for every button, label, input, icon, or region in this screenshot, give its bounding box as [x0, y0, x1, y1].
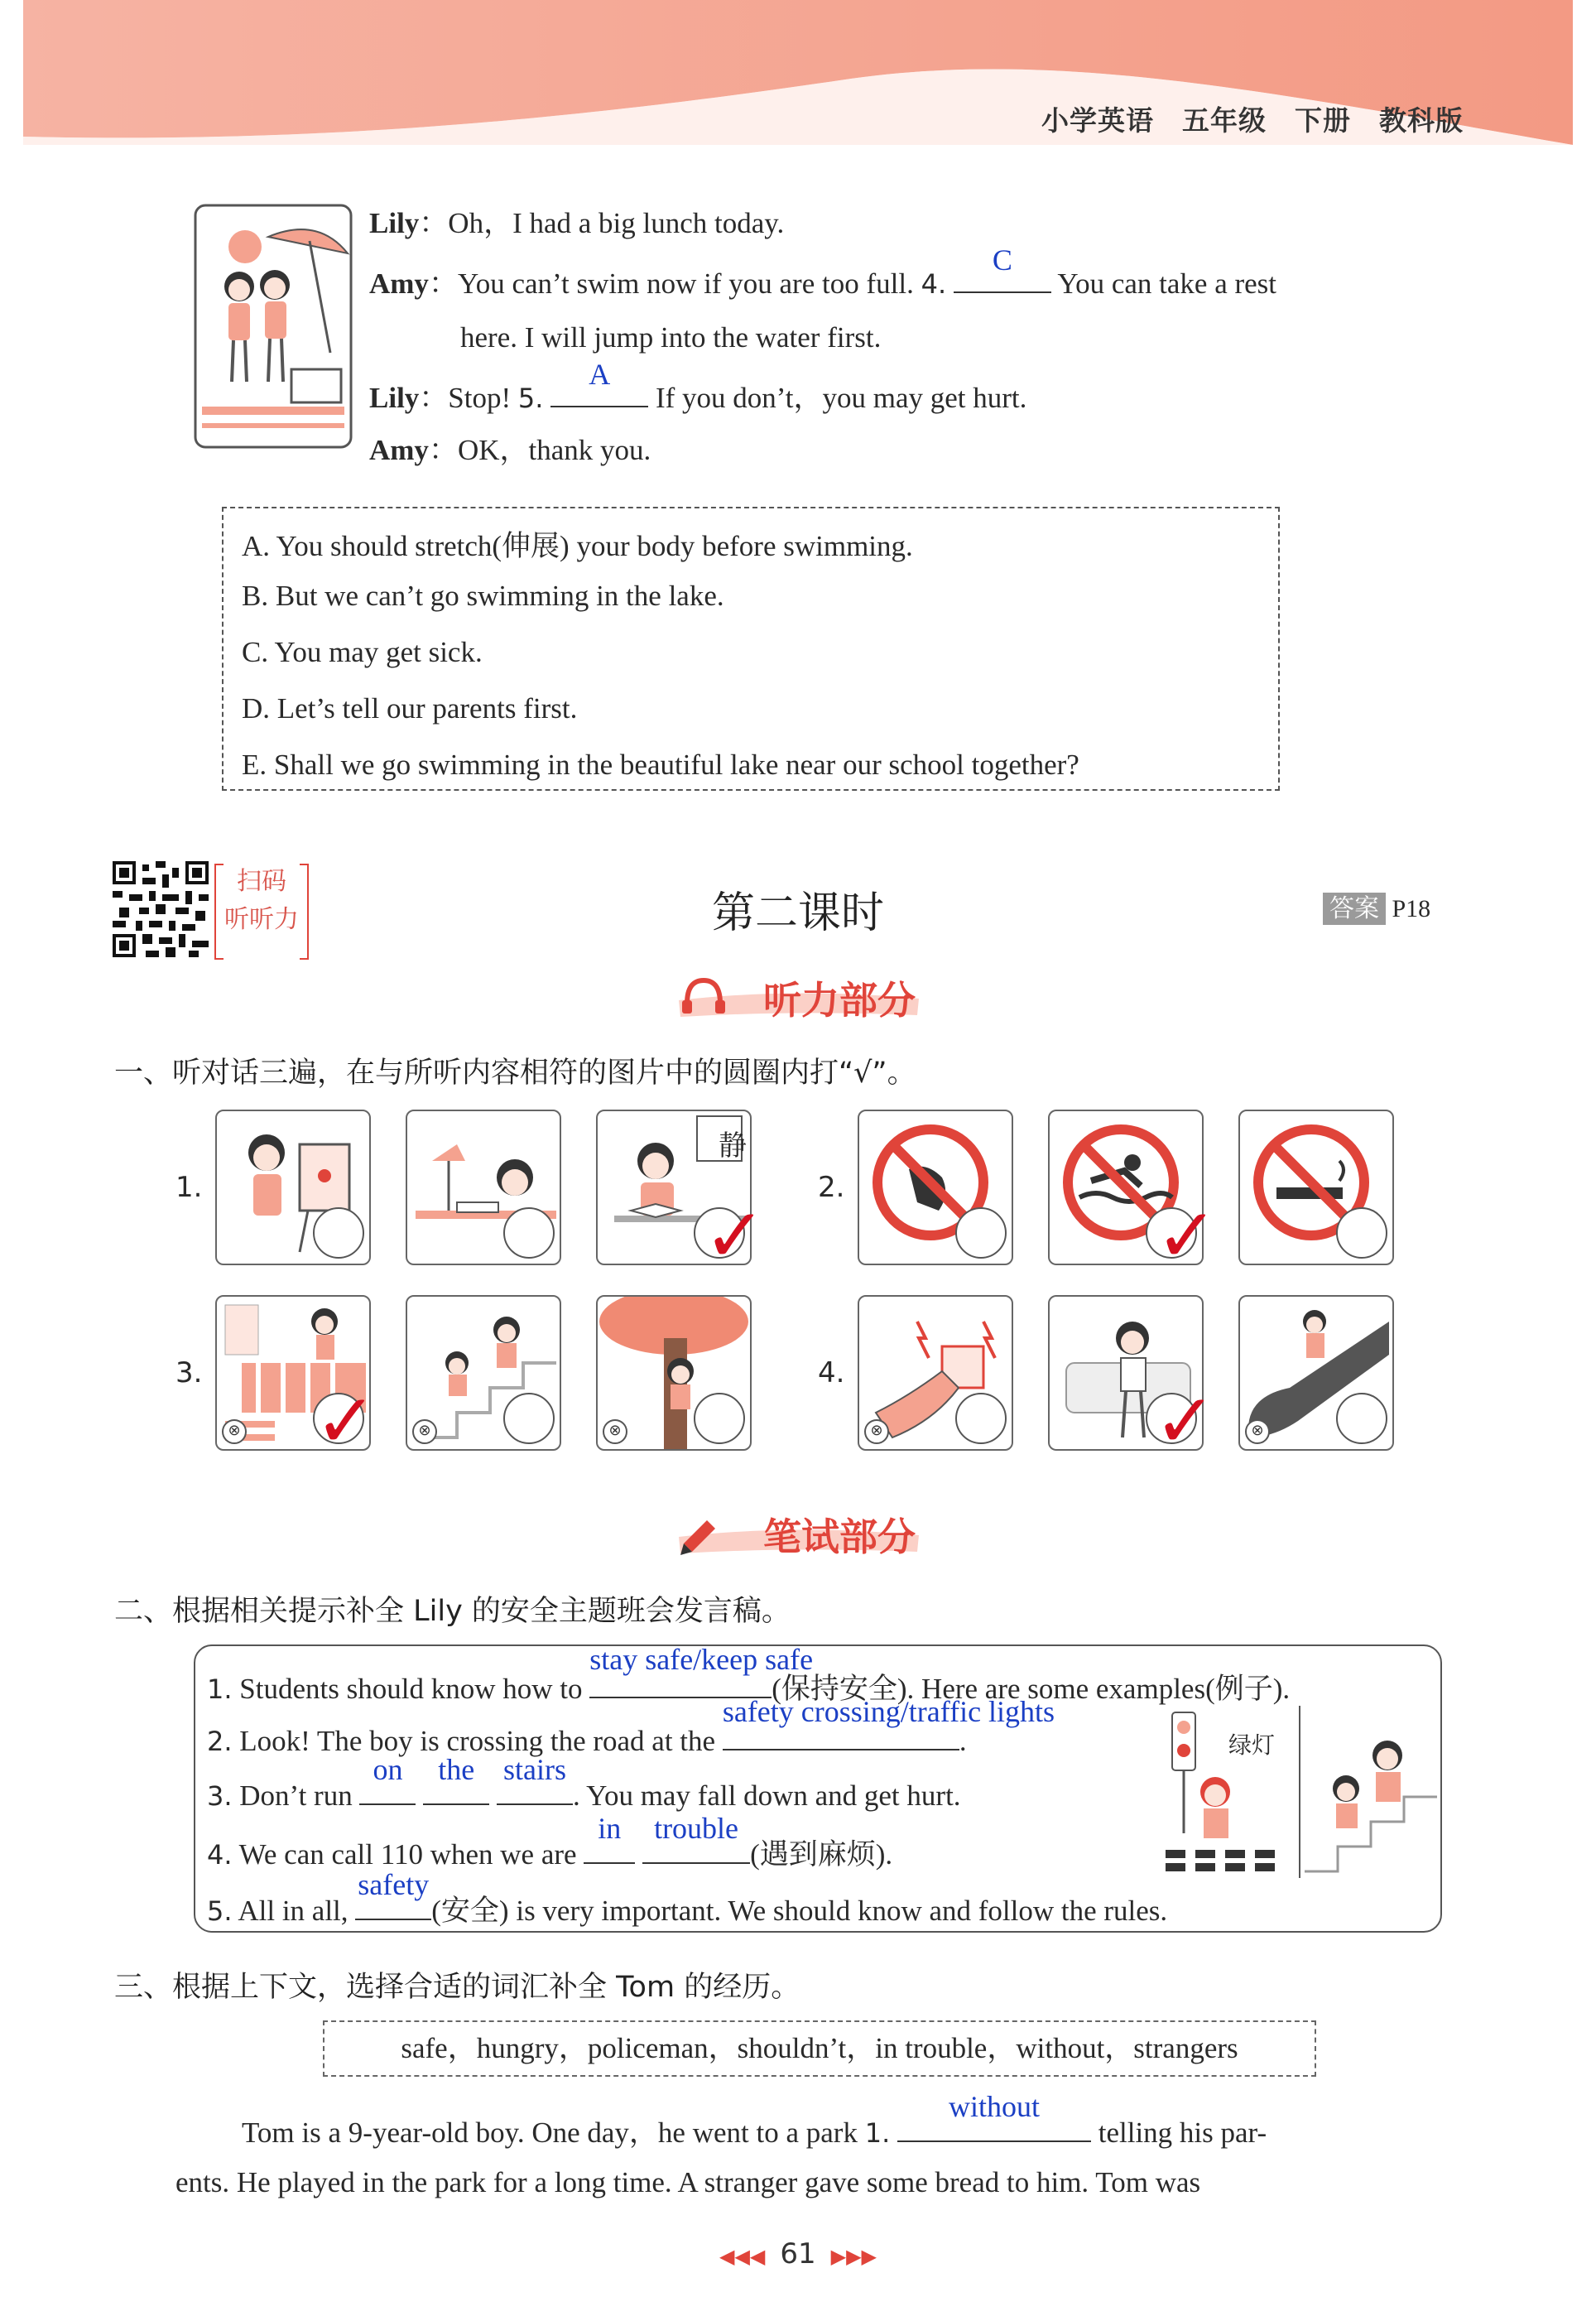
header-volume: 下册 [1295, 104, 1351, 137]
answer-text: A [589, 358, 611, 391]
quiet-sign-text: 静 [719, 1129, 747, 1163]
header-grade: 五年级 [1182, 104, 1267, 137]
q1-number-1: 1. [175, 1171, 203, 1204]
picture-girl-painting [215, 1110, 371, 1265]
picture-hand-on-socket [858, 1295, 1013, 1451]
answer-text: safety [358, 1868, 430, 1901]
option-d: D. Let’s tell our parents first. [242, 692, 578, 725]
picture-no-touching-sign [858, 1110, 1013, 1265]
sentence-number: 2. [207, 1726, 233, 1757]
answer-text: stay safe/keep safe [589, 1643, 814, 1676]
answer-text: stairs [502, 1753, 566, 1786]
page-number-text: 61 [780, 2237, 816, 2270]
cross-circle[interactable]: ⊗ [864, 1419, 889, 1444]
answer-tag: 答案 [1323, 893, 1386, 925]
speaker-lily: Lily [369, 207, 420, 239]
answer-circle[interactable] [503, 1393, 555, 1444]
answer-circle[interactable] [694, 1393, 745, 1444]
dialogue-text: If you don’t，you may get hurt. [648, 382, 1027, 414]
q3-paragraph-line-2: ents. He played in the park for a long time. A stranger gave some bread to him. Tom was [175, 2166, 1201, 2198]
answer-blank[interactable] [359, 1753, 416, 1805]
sentence-text: Look! The boy is crossing the road at the [232, 1725, 723, 1757]
picture-no-smoking-sign [1238, 1110, 1394, 1265]
answer-text: safety crossing/traffic lights [722, 1695, 1055, 1728]
answer-blank[interactable] [423, 1753, 489, 1805]
swimming-girls-illustration [194, 204, 353, 449]
q1-number-4: 4. [818, 1356, 845, 1389]
cross-circle[interactable]: ⊗ [412, 1419, 437, 1444]
sentence-text: Students should know how to [232, 1673, 590, 1705]
answer-blank-5[interactable] [550, 358, 648, 407]
blank-number: 5. [517, 383, 544, 414]
scan-label-line1: 扫码 [237, 867, 286, 896]
q1-number-2: 2. [818, 1171, 845, 1204]
scan-label-line2: 听听力 [224, 905, 299, 934]
q3-paragraph-line-1 [242, 2090, 1267, 2151]
q2-sentence-4 [207, 1812, 893, 1873]
speaker-lily: Lily [369, 382, 420, 414]
header-edition: 教科版 [1379, 104, 1464, 137]
dialogue-text: ：Oh，I had a big lunch today. [419, 207, 785, 239]
header-subject: 小学英语 [1041, 104, 1154, 137]
cross-circle[interactable]: ⊗ [222, 1419, 247, 1444]
dialogue-line-1 [369, 209, 784, 238]
cross-circle[interactable]: ⊗ [1245, 1419, 1270, 1444]
kids-on-stairs-illustration [1296, 1706, 1439, 1878]
answer-blank[interactable] [497, 1753, 573, 1805]
answer-reference[interactable] [1323, 888, 1430, 924]
answer-text: without [948, 2090, 1040, 2123]
check-mark: ✓ [704, 1192, 767, 1279]
writing-title: 笔试部分 [763, 1514, 916, 1559]
sentence-text: (安全) is very important. We should know and follow the rules. [431, 1895, 1168, 1927]
answer-blank[interactable] [642, 1812, 750, 1864]
header-info [1013, 99, 1464, 138]
picture-girl-on-escalator [1238, 1295, 1394, 1451]
option-c: C. You may get sick. [242, 636, 483, 668]
answer-circle[interactable] [955, 1393, 1007, 1444]
blank-number: 1. [864, 2117, 891, 2149]
next-arrows-icon: ▶▶▶ [830, 2245, 877, 2268]
dialogue-text: ：Stop! [419, 382, 518, 414]
answer-text: on [373, 1753, 403, 1786]
sentence-text: (遇到麻烦). [750, 1838, 893, 1871]
dialogue-line-5 [369, 436, 651, 465]
check-mark: ✓ [1156, 1192, 1219, 1279]
q2-sentence-2 [207, 1695, 1055, 1758]
answer-blank[interactable] [584, 1812, 635, 1864]
check-mark: ✓ [315, 1378, 377, 1465]
option-e: E. Shall we go swimming in the beautiful lake near our school together? [242, 749, 1079, 781]
q1-instruction: 一、听对话三遍，在与所听内容相符的图片中的圆圈内打“√”。 [114, 1057, 916, 1090]
word-bank: safe，hungry，policeman，shouldn’t，in trouble，without，strangers [323, 2020, 1316, 2077]
sentence-number: 5. [207, 1895, 233, 1927]
page-number [0, 2237, 1596, 2270]
listening-title: 听力部分 [763, 978, 916, 1023]
q2-sentence-5 [207, 1868, 1168, 1929]
answer-circle[interactable] [313, 1207, 364, 1259]
dialogue-text: ：OK，thank you. [428, 434, 651, 466]
answer-blank[interactable] [355, 1868, 431, 1920]
sentence-number: 1. [207, 1673, 233, 1705]
speaker-amy: Amy [369, 267, 429, 300]
answer-circle[interactable] [1336, 1207, 1387, 1259]
sentence-text: Don’t run [232, 1779, 360, 1812]
blank-number: 4. [921, 268, 947, 300]
speaker-amy: Amy [369, 434, 429, 466]
green-light-label: 绿灯 [1228, 1731, 1276, 1759]
picture-girl-writing [406, 1110, 561, 1265]
paragraph-text: telling his par- [1090, 2116, 1267, 2149]
picture-boy-climbing-tree [596, 1295, 752, 1451]
dialogue-text: You can take a rest [1050, 267, 1277, 300]
option-a: A. You should stretch(伸展) your body before swimming. [242, 530, 913, 562]
prev-arrows-icon: ◀◀◀ [719, 2245, 766, 2268]
answer-text: in [598, 1812, 622, 1845]
answer-blank[interactable] [897, 2090, 1091, 2142]
sentence-number: 3. [207, 1780, 233, 1812]
sentence-number: 4. [207, 1839, 233, 1871]
dialogue-line-4 [369, 358, 1027, 414]
sentence-text: (保持安全). Here are some examples(例子). [772, 1673, 1291, 1705]
sentence-text: We can call 110 when we are [232, 1838, 584, 1871]
cross-circle[interactable]: ⊗ [603, 1419, 627, 1444]
answer-text: the [438, 1753, 475, 1786]
answer-circle[interactable] [503, 1207, 555, 1259]
q2-instruction: 二、根据相关提示补全 Lily 的安全主题班会发言稿。 [114, 1595, 791, 1628]
lesson-title: 第二课时 [711, 888, 884, 938]
options-box [222, 507, 1280, 791]
dialogue-text: ：You can’t swim now if you are too full. [428, 267, 921, 300]
answer-blank-4[interactable] [954, 243, 1051, 293]
answer-blank[interactable] [722, 1695, 1055, 1750]
answer-circle[interactable] [1336, 1393, 1387, 1444]
sentence-text: . [959, 1725, 967, 1757]
q2-sentence-3 [207, 1753, 961, 1813]
q3-instruction: 三、根据上下文，选择合适的词汇补全 Tom 的经历。 [114, 1971, 800, 2004]
answer-circle[interactable] [955, 1207, 1007, 1259]
answer-page: P18 [1392, 895, 1431, 922]
picture-kids-running-stairs [406, 1295, 561, 1451]
q1-number-3: 3. [175, 1356, 203, 1389]
sentence-text: All in all, [232, 1895, 356, 1927]
dialogue-line-2 [369, 243, 1277, 300]
sentence-text: . You may fall down and get hurt. [572, 1779, 961, 1812]
check-mark: ✓ [1154, 1378, 1217, 1465]
option-b: B. But we can’t go swimming in the lake. [242, 580, 724, 612]
answer-text: trouble [654, 1812, 739, 1845]
dialogue-line-3: here. I will jump into the water first. [460, 321, 882, 354]
paragraph-text: Tom is a 9-year-old boy. One day，he went to a park [242, 2116, 865, 2149]
answer-text: C [992, 243, 1012, 277]
